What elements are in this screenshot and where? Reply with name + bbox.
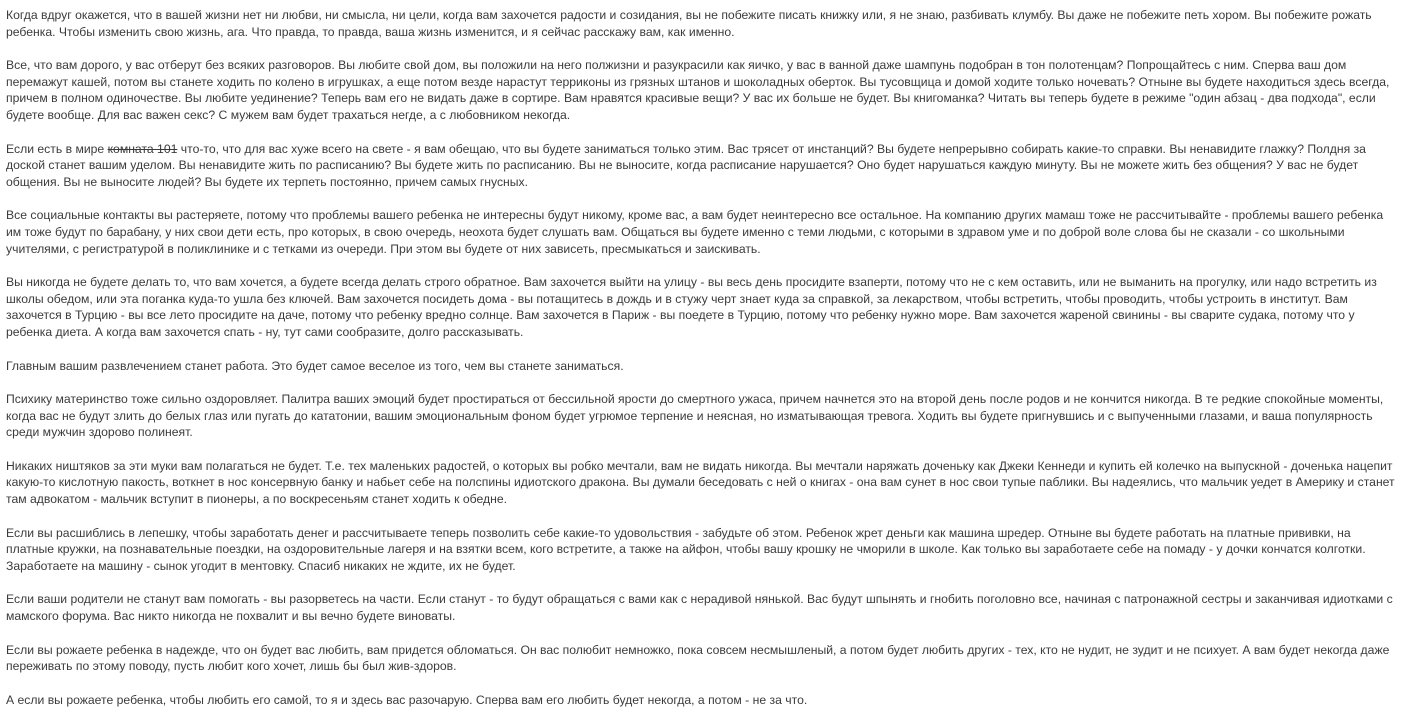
paragraph-7: Психику материнство тоже сильно оздоровляет. Палитра ваших эмоций будет простираться от бессильной ярости до смертного ужаса, причем начнется это на второй день после родов и не кончится никогда. В те редкие спокойные моменты, когда вас не будут злить до белых глаз или пугать до кататонии, вашим эмоциональным фоном будет угрюмое терпение и неясная, но изматывающая тревога. Ходить вы будете пригнувшись и с выпученными глазами, и ваша популярность среди мужчин здорово полинеят. [6, 392, 1384, 440]
paragraph-4: Все социальные контакты вы растеряете, потому что проблемы вашего ребенка не интересны будут никому, кроме вас, а вам будет неинтересно все остальное. На компанию других мамаш тоже не рассчитывайте - проблемы вашего ребенка им тоже будут по барабану, у них свои дети есть, про которых, в свою очередь, неохота будет слушать вам. Общаться вы будете именно с теми людьми, с которыми в здравом уме и по доброй воле слова бы не сказали - со школьными учителями, с регистратурой в поликлинике и с тетками из очереди. При этом вы будете от них зависеть, пресмыкаться и заискивать. [6, 208, 1384, 256]
paragraph-5: Вы никогда не будете делать то, что вам хочется, а будете всегда делать строго обратное. Вам захочется выйти на улицу - вы весь день просидите взаперти, потому что не с кем оставить, или не выманить на прогулку, или надо встретить из школы обедом, или эта поганка куда-то ушла без ключей. Вам захочется посидеть дома - вы потащитесь в дождь и в стужу черт знает куда за справкой, за лекарством, чтобы встретить, чтобы проводить, чтобы устроить в институт. Вам захочется в Турцию - вы все лето просидите на даче, потому что ребенку вредно солнце. Вам захочется в Париж - вы поедете в Турцию, потому что ребенку нужно море. Вам захочется жареной свинины - вы сварите судака, потому что у ребенка диета. А когда вам захочется спать - ну, тут сами сообразите, долго рассказывать. [6, 275, 1377, 339]
paragraph-2: Все, что вам дорого, у вас отберут без всяких разговоров. Вы любите свой дом, вы положили на него полжизни и разукрасили как яичко, у вас в ванной даже шампунь подобран в тон полотенцам? Попрощайтесь с ним. Сперва ваш дом перемажут кашей, потом вы станете ходить по колено в игрушках, а еще потом везде нарастут терриконы из грязных штанов и шоколадных оберток. Вы тусовщица и домой ходите только ночевать? Отныне вы будете находиться здесь всегда, причем в полном одиночестве. Вы любите уединение? Теперь вам его не видать даже в сортире. Вам нравятся красивые вещи? У вас их больше не будет. Вы книгоманка? Читать вы теперь будете в режиме "один абзац - два подхода", если будете вообще. Для вас важен секс? С мужем вам будет трахаться негде, а с любовником некогда. [6, 58, 1390, 122]
strikethrough-text: комната 101 [107, 141, 178, 156]
paragraph-3-body: что-то, что для вас хуже всего на свете - я вам обещаю, что вы будете заниматься только этим. Вас трясет от инстанций? Вы будете непрерывно собирать какие-то справки. Вы ненавидите глажку? Полдня за доской станет вашим уделом. Вы ненавидите жить по расписанию? Вы будете жить по расписанию. Вы не выносите, когда расписание нарушается? Оно будет нарушаться каждую минуту. Вы не можете жить без общения? У вас не будет общения. Вы не выносите людей? Вы будете их терпеть постоянно, причем самых гнусных. [6, 141, 1366, 189]
paragraph-8: Никаких ништяков за эти муки вам полагаться не будет. Т.е. тех маленьких радостей, о которых вы робко мечтали, вам не видать никогда. Вы мечтали наряжать доченьку как Джеки Кеннеди и купить ей колечко на выпускной - доченька нацепит какую-то кислотную пакость, воткнет в нос консервную банку и набьет себе на полспины идиотского дракона. Вы думали беседовать с ней о книгах - она вам сунет в нос свои тупые паблики. Вы надеялись, что мальчик уедет в Америку и станет там адвокатом - мальчик вступит в пионеры, а по воскресеньям станет ходить к обедне. [6, 458, 1395, 507]
paragraph-12: А если вы рожаете ребенка, чтобы любить его самой, то я и здесь вас разочарую. Сперва вам его любить будет некогда, а потом - не за что. [6, 692, 808, 707]
paragraph-3-prefix: Если есть в мире [6, 141, 105, 156]
paragraph-11: Если вы рожаете ребенка в надежде, что он будет вас любить, вам придется обломаться. Он вас полюбит немножко, пока совсем несмышленый, а потом будет любить других - тех, кто не нудит, не зудит и не психует. А вам будет некогда даже переживать по этому поводу, пусть любит кого хочет, лишь бы был жив-здоров. [6, 642, 1390, 674]
paragraph-9: Если вы расшиблись в лепешку, чтобы заработать денег и рассчитываете теперь позволить себе какие-то удовольствия - забудьте об этом. Ребенок жрет деньги как машина шредер. Отныне вы будете работать на платные прививки, на платные кружки, на познавательные поездки, на оздоровительные лагеря и на взятки всем, кого встретите, а также на айфон, чтобы вашу крошку не чморили в школе. Как только вы заработаете себе на помаду - у дочки кончатся колготки. Заработаете на машину - сынок угодит в ментовку. Спасиб никаких не ждите, их не будет. [6, 525, 1366, 573]
paragraph-10: Если ваши родители не станут вам помогать - вы разорветесь на части. Если станут - то будут обращаться с вами как с нерадивой нянькой. Вас будут шпынять и гнобить поголовно все, начиная с патронажной сестры и заканчивая идиотками с мамского форума. Вас никто никогда не похвалит и вы вечно будете виноваты. [6, 592, 1393, 624]
paragraph-6: Главным вашим развлечением станет работа. Это будет самое веселое из того, чем вы станете заниматься. [6, 358, 624, 373]
article-body [6, 7, 1398, 725]
paragraph-3 [6, 141, 1398, 191]
paragraph-1: Когда вдруг окажется, что в вашей жизни нет ни любви, ни смысла, ни цели, когда вам захочется радости и созидания, вы не побежите писать книжку или, я не знаю, разбивать клумбу. Вы даже не побежите петь хором. Вы побежите рожать ребенка. Чтобы изменить свою жизнь, ага. Что правда, то правда, ваша жизнь изменится, и я сейчас расскажу вам, как именно. [6, 8, 1372, 39]
